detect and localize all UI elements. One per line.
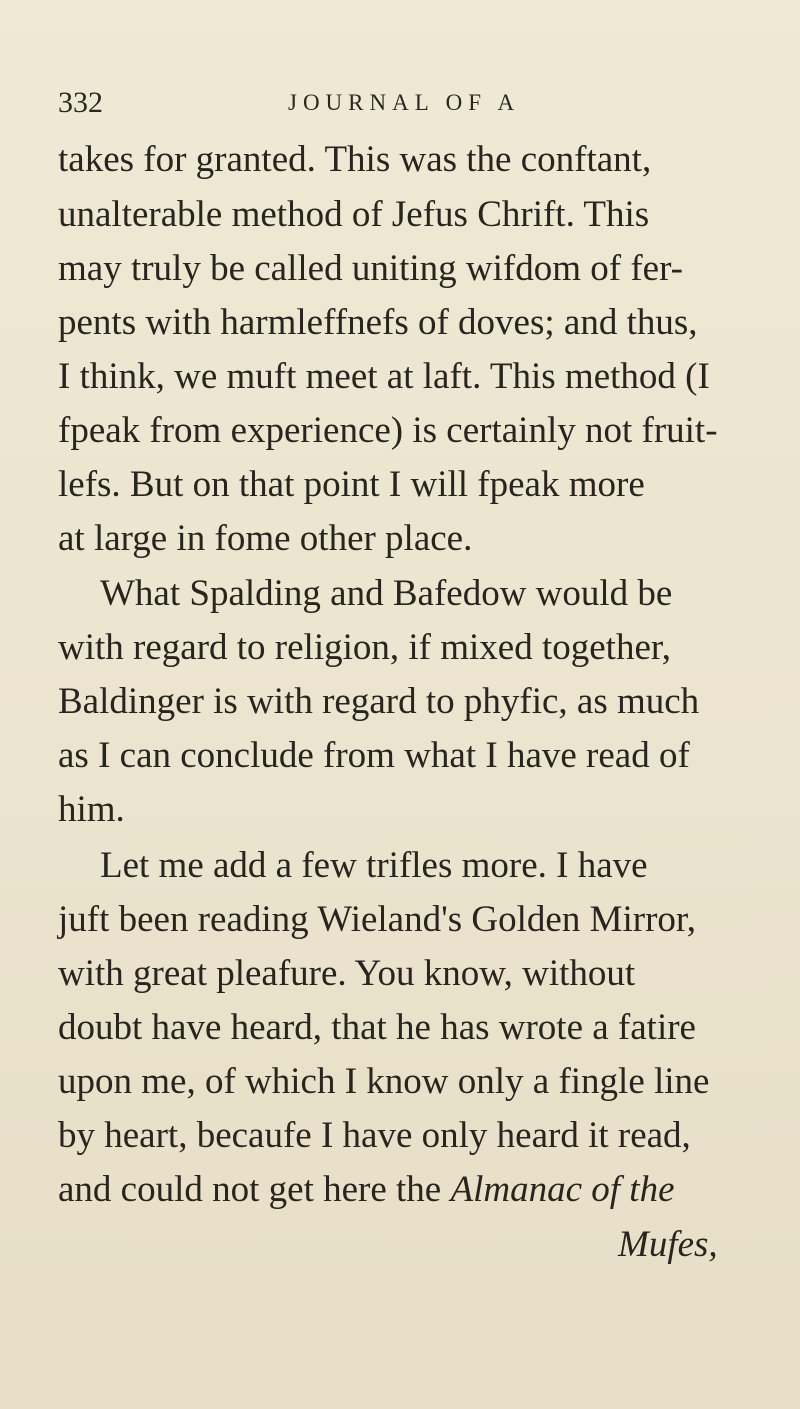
text-line: as I can conclude from what I have read of xyxy=(58,735,690,776)
text-line: doubt have heard, that he has wrote a fatire xyxy=(58,1007,696,1048)
paragraph-first-line: Let me add a few trifles more. I have xyxy=(100,845,648,886)
running-head: JOURNAL OF A xyxy=(288,90,521,115)
last-line-plain: and could not get here the xyxy=(58,1169,451,1210)
catchword: Mufes, xyxy=(618,1224,718,1265)
text-line: him. xyxy=(58,789,125,830)
text-line: unalterable method of Jefus Chrift. This xyxy=(58,194,650,235)
last-line-italic: Almanac of the xyxy=(450,1169,675,1210)
text-line: pents with harmleffnefs of doves; and thus, xyxy=(58,302,698,343)
text-line: may truly be called uniting wifdom of fer- xyxy=(58,248,683,289)
text-line-last xyxy=(58,1171,675,1208)
text-line: upon me, of which I know only a fingle line xyxy=(58,1061,710,1102)
text-line: juft been reading Wieland's Golden Mirror, xyxy=(58,899,696,940)
page-number: 332 xyxy=(58,86,103,119)
text-line: I think, we muft meet at laft. This method (I xyxy=(58,356,710,397)
paragraph-first-line: What Spalding and Bafedow would be xyxy=(100,573,673,614)
text-line: fpeak from experience) is certainly not fruit- xyxy=(58,410,718,451)
text-line: takes for granted. This was the conftant, xyxy=(58,139,652,180)
text-line: lefs. But on that point I will fpeak more xyxy=(58,464,645,505)
text-line: Baldinger is with regard to phyfic, as much xyxy=(58,681,700,722)
text-line: with great pleafure. You know, without xyxy=(58,953,636,994)
text-line: at large in fome other place. xyxy=(58,518,473,559)
text-line: with regard to religion, if mixed together, xyxy=(58,627,671,668)
text-line: by heart, becaufe I have only heard it read, xyxy=(58,1115,691,1156)
